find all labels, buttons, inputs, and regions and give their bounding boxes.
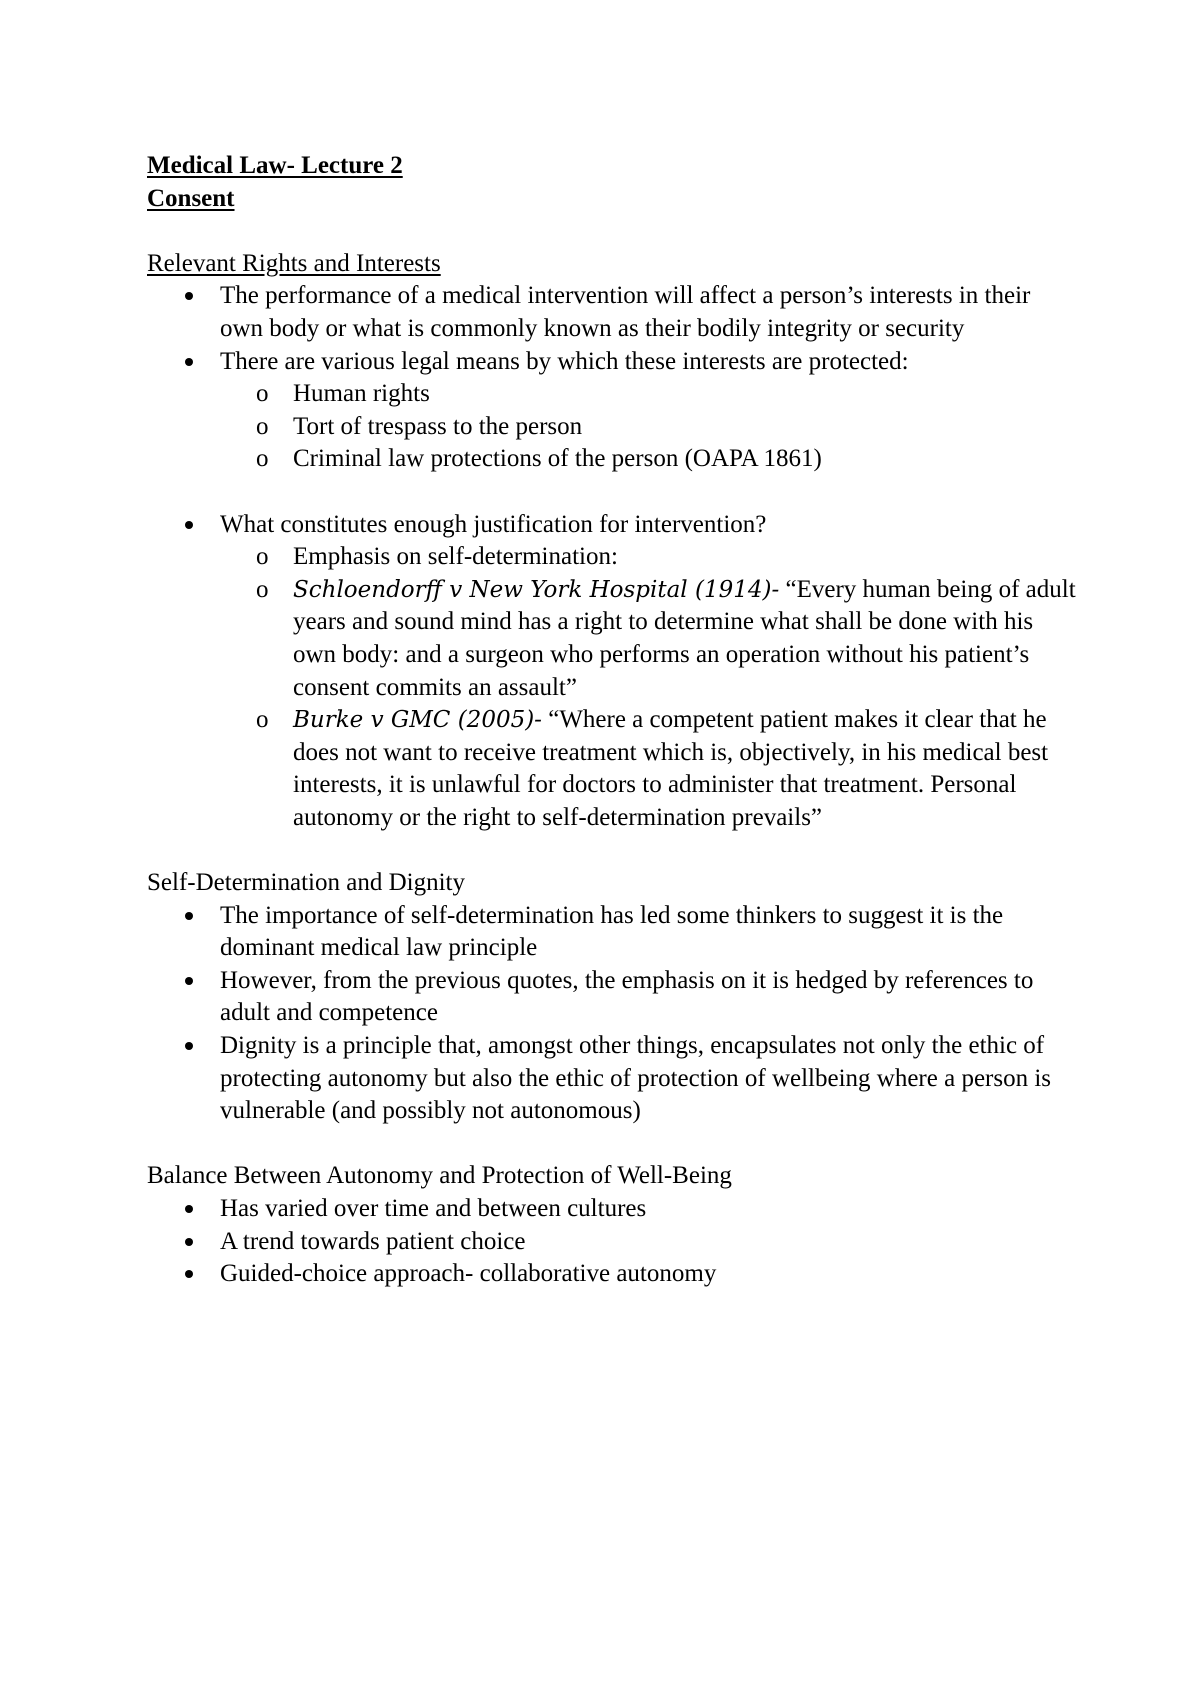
list-item-text: There are various legal means by which these interests are protected: <box>220 347 909 375</box>
spacer <box>147 834 1077 867</box>
list-item-text: The performance of a medical intervention will affect a person’s interests in their own body or what is commonly known as their bodily integrity or security <box>220 282 1031 342</box>
sub-list-item-text: Tort of trespass to the person <box>293 412 583 440</box>
section-heading-balance: Balance Between Autonomy and Protection of Well-Being <box>147 1162 732 1190</box>
section-heading-rights: Relevant Rights and Interests <box>147 249 441 277</box>
list-item-text: However, from the previous quotes, the emphasis on it is hedged by references to adult and competence <box>220 966 1034 1027</box>
circle-bullet-icon: o <box>256 575 269 603</box>
document-page <box>147 150 1077 1291</box>
bullet-icon <box>185 1270 193 1278</box>
case-quote: “Where a competent patient makes it clear that he does not want to receive treatment which is, objectively, in his medical best interests, it is unlawful for doctors to administer that treatment. Personal autonomy or the right to self-determination prevails” <box>293 706 1049 831</box>
spacer <box>147 215 1077 248</box>
circle-bullet-icon: o <box>256 412 269 440</box>
list-item <box>147 965 1077 1030</box>
case-citation: Schloendorff v New York Hospital (1914)- <box>293 576 780 603</box>
circle-bullet-icon: o <box>256 380 269 408</box>
list-item <box>147 280 1077 345</box>
sub-list-item-text: Criminal law protections of the person (OAPA 1861) <box>293 445 822 473</box>
list-item-text: What constitutes enough justification for intervention? <box>220 510 767 538</box>
document-subtitle: Consent <box>147 184 235 212</box>
spacer <box>147 1128 1077 1161</box>
bullet-icon <box>185 1205 193 1213</box>
sub-list-item-text: Emphasis on self-determination: <box>293 543 618 571</box>
bullet-icon <box>185 358 193 366</box>
bullet-icon <box>185 912 193 920</box>
list-item-text: A trend towards patient choice <box>220 1227 526 1255</box>
circle-bullet-icon: o <box>256 445 269 473</box>
bullet-icon <box>185 1238 193 1246</box>
bullet-icon <box>185 977 193 985</box>
spacer <box>147 476 1077 509</box>
sub-list <box>220 378 1077 476</box>
list-item-text: Dignity is a principle that, amongst other things, encapsulates not only the ethic of protecting autonomy but also the ethic of protection of wellbeing where a person is vulnerable (and possibly not autonomous) <box>220 1032 1052 1125</box>
case-quote: “Every human being of adult years and sound mind has a right to determine what shall be done with his own body: and a surgeon who performs an operation without his patient’s consent commits an assault” <box>293 575 1076 701</box>
sub-list-item <box>220 541 1077 574</box>
bullet-icon <box>185 521 193 529</box>
sub-list-item <box>220 411 1077 444</box>
sub-list-item-text: Human rights <box>293 380 430 408</box>
list-item <box>147 1193 1077 1226</box>
list-item <box>147 509 1077 835</box>
rights-bullet-list <box>147 280 1077 834</box>
list-item-text: The importance of self-determination has led some thinkers to suggest it is the dominant medical law principle <box>220 901 1004 962</box>
sub-list-item <box>220 443 1077 476</box>
section-heading-dignity: Self-Determination and Dignity <box>147 869 465 897</box>
circle-bullet-icon: o <box>256 543 269 571</box>
sub-list-item <box>220 378 1077 411</box>
list-item <box>147 900 1077 965</box>
document-title: Medical Law- Lecture 2 <box>147 152 403 179</box>
list-item-text: Has varied over time and between cultures <box>220 1195 647 1222</box>
sub-list-item <box>220 574 1077 704</box>
sub-list-item <box>220 704 1077 834</box>
list-item <box>147 1258 1077 1291</box>
sub-list <box>220 541 1077 834</box>
balance-bullet-list <box>147 1193 1077 1291</box>
dignity-bullet-list <box>147 900 1077 1128</box>
bullet-icon <box>185 1042 193 1050</box>
bullet-icon <box>185 292 193 300</box>
list-item <box>147 346 1077 476</box>
list-item <box>147 1226 1077 1259</box>
list-item <box>147 1030 1077 1128</box>
list-item-text: Guided-choice approach- collaborative autonomy <box>220 1260 717 1288</box>
circle-bullet-icon: o <box>256 706 269 734</box>
case-citation: Burke v GMC (2005)- <box>293 707 542 734</box>
